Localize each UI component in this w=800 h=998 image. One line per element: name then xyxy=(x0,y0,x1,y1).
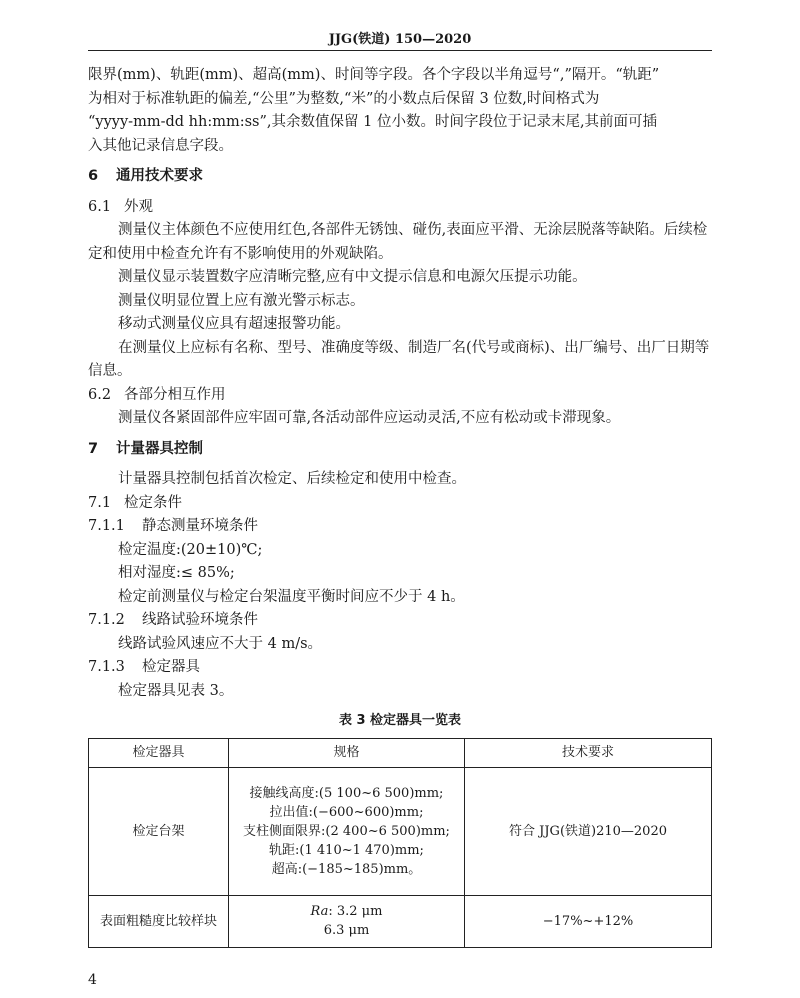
paragraph: 测量仪显示装置数字应清晰完整,应有中文提示信息和电源欠压提示功能。 xyxy=(118,269,587,285)
subsection-7-1-heading xyxy=(88,492,712,516)
intro-paragraph xyxy=(88,64,712,158)
table-header-cell: 检定器具 xyxy=(89,738,229,767)
section-title: 计量器具控制 xyxy=(116,440,203,457)
table-cell-device: 检定台架 xyxy=(89,767,229,895)
page-number: 4 xyxy=(88,972,97,988)
table-cell-device: 表面粗糙度比较样块 xyxy=(89,895,229,947)
subsection-7-1-3-heading xyxy=(88,656,712,680)
spec-line: 拉出值:(−600~600)mm; xyxy=(269,804,424,820)
header-rule xyxy=(88,50,712,51)
intro-line: 入其他记录信息字段。 xyxy=(88,137,233,154)
paragraph: 测量仪明显位置上应有激光警示标志。 xyxy=(118,292,365,309)
table-cell-requirement: −17%~+12% xyxy=(465,895,712,947)
section-number: 7 xyxy=(88,440,99,457)
subsection-title: 检定器具 xyxy=(142,659,200,675)
subsection-title: 各部分相互作用 xyxy=(124,386,226,403)
table-row xyxy=(89,895,712,947)
subsection-7-1-2-heading xyxy=(88,609,712,633)
condition-line: 线路试验风速应不大于 4 m/s。 xyxy=(118,635,323,652)
table-cell-spec xyxy=(229,767,465,895)
subsection-number: 7.1.1 xyxy=(88,518,125,534)
subsection-number: 7.1 xyxy=(88,494,112,511)
table-cell-requirement: 符合 JJG(铁道)210—2020 xyxy=(465,767,712,895)
spec-line xyxy=(230,902,463,921)
paragraph: 在测量仪上应标有名称、型号、准确度等级、制造厂名(代号或商标)、出厂编号、出厂日期等信息。 xyxy=(88,339,710,379)
spec-line: 6.3 μm xyxy=(323,923,370,938)
paragraph: 测量仪各紧固部件应牢固可靠,各活动部件应运动灵活,不应有松动或卡滞现象。 xyxy=(118,410,621,426)
subsection-number: 7.1.3 xyxy=(88,659,125,675)
intro-line: 限界(mm)、轨距(mm)、超高(mm)、时间等字段。各个字段以半角逗号“,”隔开。“轨距” xyxy=(88,67,660,83)
subsection-7-1-1-heading xyxy=(88,515,712,539)
paragraph: 计量器具控制包括首次检定、后续检定和使用中检查。 xyxy=(118,471,466,487)
subsection-6-2-heading xyxy=(88,384,712,408)
subsection-number: 7.1.2 xyxy=(88,612,125,628)
condition-line: 相对湿度:≤ 85%; xyxy=(118,565,235,581)
section-title: 通用技术要求 xyxy=(116,168,203,184)
subsection-number: 6.2 xyxy=(88,386,112,403)
table-row xyxy=(89,767,712,895)
running-header: JJG(铁道) 150—2020 xyxy=(328,32,472,47)
equipment-table xyxy=(88,738,712,948)
intro-line: “yyyy-mm-dd hh:mm:ss”,其余数值保留 1 位小数。时间字段位于记录末尾,其前面可插 xyxy=(88,114,658,130)
spec-line: 支柱侧面限界:(2 400~6 500)mm; xyxy=(243,823,450,839)
subsection-6-1-heading xyxy=(88,196,712,220)
roughness-symbol: Ra xyxy=(310,904,329,919)
section-6-heading xyxy=(88,165,712,189)
condition-line: 检定温度:(20±10)℃; xyxy=(118,541,263,558)
intro-line: 为相对于标准轨距的偏差,“公里”为整数,“米”的小数点后保留 3 位数,时间格式为 xyxy=(88,90,600,107)
table-header-cell: 规格 xyxy=(229,738,465,767)
subsection-title: 静态测量环境条件 xyxy=(142,518,258,534)
spec-value: : 3.2 μm xyxy=(328,904,383,919)
table-header-row xyxy=(89,738,712,767)
subsection-title: 线路试验环境条件 xyxy=(142,612,258,628)
condition-line: 检定前测量仪与检定台架温度平衡时间应不少于 4 h。 xyxy=(118,588,465,605)
table-header-cell: 技术要求 xyxy=(465,738,712,767)
spec-line: 超高:(−185~185)mm。 xyxy=(271,861,422,877)
subsection-title: 外观 xyxy=(124,198,153,215)
condition-line: 检定器具见表 3。 xyxy=(118,682,234,699)
table-caption: 表 3 检定器具一览表 xyxy=(338,713,462,728)
spec-line: 接触线高度:(5 100~6 500)mm; xyxy=(249,785,444,801)
subsection-title: 检定条件 xyxy=(124,494,182,511)
section-number: 6 xyxy=(88,168,99,184)
table-cell-spec xyxy=(229,895,465,947)
subsection-number: 6.1 xyxy=(88,198,112,215)
section-7-heading xyxy=(88,438,712,462)
page-content xyxy=(88,64,712,948)
paragraph: 测量仪主体颜色不应使用红色,各部件无锈蚀、碰伤,表面应平滑、无涂层脱落等缺陷。后续检定和使用中检查允许有不影响使用的外观缺陷。 xyxy=(88,222,708,262)
paragraph: 移动式测量仪应具有超速报警功能。 xyxy=(118,316,350,332)
spec-line: 轨距:(1 410~1 470)mm; xyxy=(269,842,424,858)
